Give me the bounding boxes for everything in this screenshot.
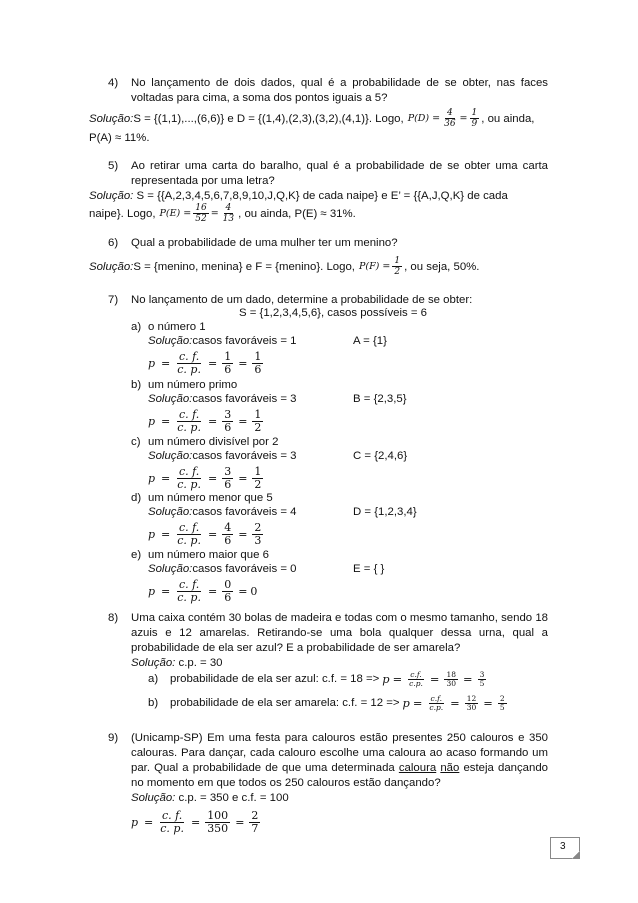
q7-item-favorable: casos favoráveis = 3 — [192, 450, 297, 462]
q7-number: 7) — [108, 294, 119, 306]
q8-a-eq2: = — [429, 672, 440, 686]
solution-label: Solução: — [148, 335, 193, 347]
q8-a-text: probabilidade de ela ser azul: c.f. = 18 => — [170, 673, 380, 685]
q7-eq: = — [207, 414, 218, 428]
q7-item-letter: b) — [131, 379, 142, 391]
q7-item-equation — [148, 406, 265, 436]
q9-frac-cf: $\frac{c. f.}{c. p.}$ — [160, 808, 184, 835]
q8-a-eq1: = — [392, 672, 403, 686]
q5-line2-text: naipe}. Logo, — [89, 207, 156, 220]
q5-solution-text: S = {{A,2,3,4,5,6,7,8,9,10,J,Q,K} de cada naipe} e E’ = {{A,J,Q,K} de cada — [133, 190, 508, 202]
q8-b-eq3: = — [483, 696, 493, 710]
q7-eq: = — [161, 527, 171, 541]
q9-eq2: = — [190, 815, 201, 829]
solution-label: Solução: — [148, 506, 193, 518]
q7-p: p — [148, 356, 156, 370]
q4-solution-text: S = {(1,1),...,(6,6)} e D = {(1,4),(2,3),(3,2),(4,1)}. Logo, — [133, 112, 404, 125]
q7-frac-value: $\frac{4}{6}$ — [224, 520, 232, 547]
q4-fraction-1: $\frac{4}{36}$ — [444, 108, 456, 129]
q7-frac-cf: $\frac{c. f.}{c. p.}$ — [177, 349, 201, 376]
q8-b-p: p — [402, 696, 410, 710]
q4-solution — [89, 108, 534, 129]
q7-eq: = — [238, 356, 248, 370]
q7-item-letter: a) — [131, 321, 142, 333]
q7-item-solution — [148, 562, 296, 576]
q8-b-frac-cf: $\frac{c.f.}{c.p.}$ — [429, 693, 444, 712]
q4-fraction-2: $\frac{1}{9}$ — [471, 108, 478, 129]
q7-item-set: E = { } — [353, 563, 385, 575]
q8-a-frac-cf: $\frac{c.f.}{c.p.}$ — [409, 669, 423, 688]
q7-item-set: A = {1} — [353, 335, 387, 347]
q7-item-equation — [148, 348, 265, 378]
q4-number: 4) — [108, 77, 119, 89]
page-number-box — [550, 837, 580, 859]
q7-eq: = — [238, 584, 248, 598]
q5-number: 5) — [108, 160, 119, 172]
q7-eq: = — [207, 356, 218, 370]
solution-label: Solução: — [131, 792, 176, 804]
q6-lhs: P(F) = — [358, 260, 391, 272]
q7-eq: = — [161, 471, 171, 485]
q7-eq: = — [238, 471, 248, 485]
q7-eq: = — [207, 471, 218, 485]
q5-fraction-2: $\frac{4}{13}$ — [222, 203, 235, 224]
q6-tail: , ou seja, 50%. — [404, 260, 480, 273]
q7-item-text: um número maior que 6 — [148, 549, 269, 561]
q5-tail: , ou ainda, P(E) ≈ 31%. — [238, 207, 356, 220]
q7-item-set: B = {2,3,5} — [353, 393, 407, 405]
q9-text-1: (Unicamp-SP) Em uma festa para calouros estão presentes 250 calouros e 350 calouras. Para dançar, cada calouro escolhe uma caloura ao acaso formando um par. Qual a probabilidade de que uma determinada — [131, 732, 548, 774]
q9-underline-nao: não — [440, 762, 460, 774]
q9-frac-1: $\frac{100}{350}$ — [207, 808, 229, 835]
q9-solution-text: c.p. = 350 e c.f. = 100 — [175, 792, 289, 804]
q7-item-letter: e) — [131, 549, 142, 561]
q7-item-letter: c) — [131, 436, 141, 448]
q7-p: p — [148, 414, 156, 428]
q7-item-favorable: casos favoráveis = 1 — [192, 335, 297, 347]
page-number: 3 — [560, 841, 566, 852]
q7-item-text: um número primo — [148, 379, 238, 391]
q7-eq: = — [161, 356, 171, 370]
q7-item-equation — [148, 576, 257, 606]
q7-frac-cf: $\frac{c. f.}{c. p.}$ — [177, 520, 201, 547]
q5-solution — [89, 189, 508, 203]
q9-number: 9) — [108, 732, 119, 744]
q8-a-frac-1: $\frac{18}{30}$ — [446, 669, 457, 688]
q7-frac-value: $\frac{3}{6}$ — [224, 407, 232, 434]
q5-line2 — [89, 203, 356, 224]
q8-text: Uma caixa contém 30 bolas de madeira e todas com o mesmo tamanho, sendo 18 azuis e 12 amarelas. Retirando-se uma bola qualquer dessa urna, qual a probabilidade de ela ser azul? E a probabilidade de ser amarela? — [131, 612, 548, 654]
q7-frac-cf: $\frac{c. f.}{c. p.}$ — [177, 464, 201, 491]
q7-item-solution — [148, 505, 296, 519]
q8-a-letter: a) — [148, 673, 159, 685]
q7-frac-cf: $\frac{c. f.}{c. p.}$ — [177, 407, 201, 434]
solution-label: Solução: — [89, 190, 134, 202]
q8-b — [170, 690, 509, 716]
q8-a — [170, 666, 488, 692]
q7-item-solution — [148, 334, 296, 348]
q7-eq: = — [207, 527, 218, 541]
q7-frac-simplified: $\frac{1}{2}$ — [254, 464, 262, 491]
q7-p: p — [148, 527, 156, 541]
q7-item-equation — [148, 519, 265, 549]
q8-a-p: p — [382, 672, 390, 686]
q4-text: No lançamento de dois dados, qual é a probabilidade de se obter, nas faces voltadas para cima, a soma dos pontos iguais a 5? — [131, 77, 548, 104]
q4-equals: = — [459, 112, 468, 124]
q7-p: p — [148, 471, 156, 485]
q5-fraction-1: $\frac{16}{52}$ — [195, 203, 207, 224]
q7-frac-cf: $\frac{c. f.}{c. p.}$ — [177, 577, 201, 604]
q7-item-letter: d) — [131, 492, 142, 504]
q7-eq: = — [161, 414, 171, 428]
q8-b-eq1: = — [412, 696, 423, 710]
q4-tail: , ou ainda, — [481, 112, 535, 125]
q6-fraction: $\frac{1}{2}$ — [394, 256, 401, 277]
q8-number: 8) — [108, 612, 119, 624]
q9-eq1: = — [144, 815, 154, 829]
q8-b-eq2: = — [450, 696, 460, 710]
q8-solution-text: c.p. = 30 — [175, 657, 223, 669]
q8-b-letter: b) — [148, 697, 159, 709]
q5-equals: = — [210, 207, 219, 219]
q7-item-favorable: casos favoráveis = 0 — [192, 563, 297, 575]
solution-label: Solução: — [148, 393, 193, 405]
solution-label: Solução: — [89, 112, 134, 125]
q7-eq: = — [238, 414, 248, 428]
q7-text: No lançamento de um dado, determine a probabilidade de se obter: — [131, 294, 473, 306]
q7-item-solution — [148, 392, 296, 406]
q7-frac-simplified: $\frac{1}{2}$ — [254, 407, 262, 434]
q9-p: p — [131, 815, 139, 829]
q7-item-text: o número 1 — [148, 321, 206, 333]
solution-label: Solução: — [131, 657, 176, 669]
q7-frac-value: $\frac{1}{6}$ — [224, 349, 232, 376]
q7-item-text: um número menor que 5 — [148, 492, 273, 504]
q7-item-equation — [148, 463, 265, 493]
q4-line2: P(A) ≈ 11%. — [89, 132, 150, 144]
solution-label: Solução: — [148, 450, 193, 462]
q9-underline-caloura: caloura — [398, 762, 437, 774]
q7-p: p — [148, 584, 156, 598]
q9-text-3: esteja dançando no momento em que todos os 250 calouros estão dançando? — [131, 762, 549, 789]
q9-text — [131, 731, 548, 791]
q7-frac-value: $\frac{0}{6}$ — [224, 577, 232, 604]
solution-label: Solução: — [148, 563, 193, 575]
q7-frac-simplified: $\frac{1}{6}$ — [254, 349, 262, 376]
q7-frac-value: $\frac{3}{6}$ — [224, 464, 232, 491]
q8-a-eq3: = — [463, 672, 473, 686]
q4-lhs: P(D) = — [407, 112, 441, 124]
q6-text: Qual a probabilidade de uma mulher ter um menino? — [131, 237, 398, 249]
q6-number: 6) — [108, 237, 119, 249]
q7-eq: = — [207, 584, 218, 598]
q7-item-favorable: casos favoráveis = 3 — [192, 393, 297, 405]
q7-frac-simplified: $\frac{2}{3}$ — [254, 520, 262, 547]
q6-solution-text: S = {menino, menina} e F = {menino}. Logo, — [133, 260, 355, 273]
q8-a-frac-2: $\frac{3}{5}$ — [479, 669, 485, 688]
solution-label: Solução: — [89, 260, 134, 273]
q7-eq: = — [161, 584, 171, 598]
q9-eq3: = — [235, 815, 245, 829]
q7-result: 0 — [250, 584, 258, 598]
q5-text: Ao retirar uma carta do baralho, qual é a probabilidade de se obter uma carta representada por uma letra? — [131, 160, 548, 187]
q7-item-set: D = {1,2,3,4} — [353, 506, 417, 518]
q8-b-frac-2: $\frac{2}{5}$ — [499, 693, 505, 712]
q7-item-set: C = {2,4,6} — [353, 450, 408, 462]
q7-eq: = — [238, 527, 248, 541]
q5-lhs: P(E) = — [159, 207, 192, 219]
q7-item-favorable: casos favoráveis = 4 — [192, 506, 297, 518]
q7-item-solution — [148, 449, 296, 463]
q9-solution — [131, 791, 289, 805]
q8-b-text: probabilidade de ela ser amarela: c.f. = 12 => — [170, 697, 400, 709]
q9-equation — [131, 805, 262, 839]
q6-solution — [89, 256, 479, 277]
q8-b-frac-1: $\frac{12}{30}$ — [466, 693, 477, 712]
q7-item-text: um número divisível por 2 — [148, 436, 279, 448]
q7-sample-space: S = {1,2,3,4,5,6}, casos possíveis = 6 — [238, 307, 428, 319]
q9-frac-2: $\frac{2}{7}$ — [251, 808, 259, 835]
